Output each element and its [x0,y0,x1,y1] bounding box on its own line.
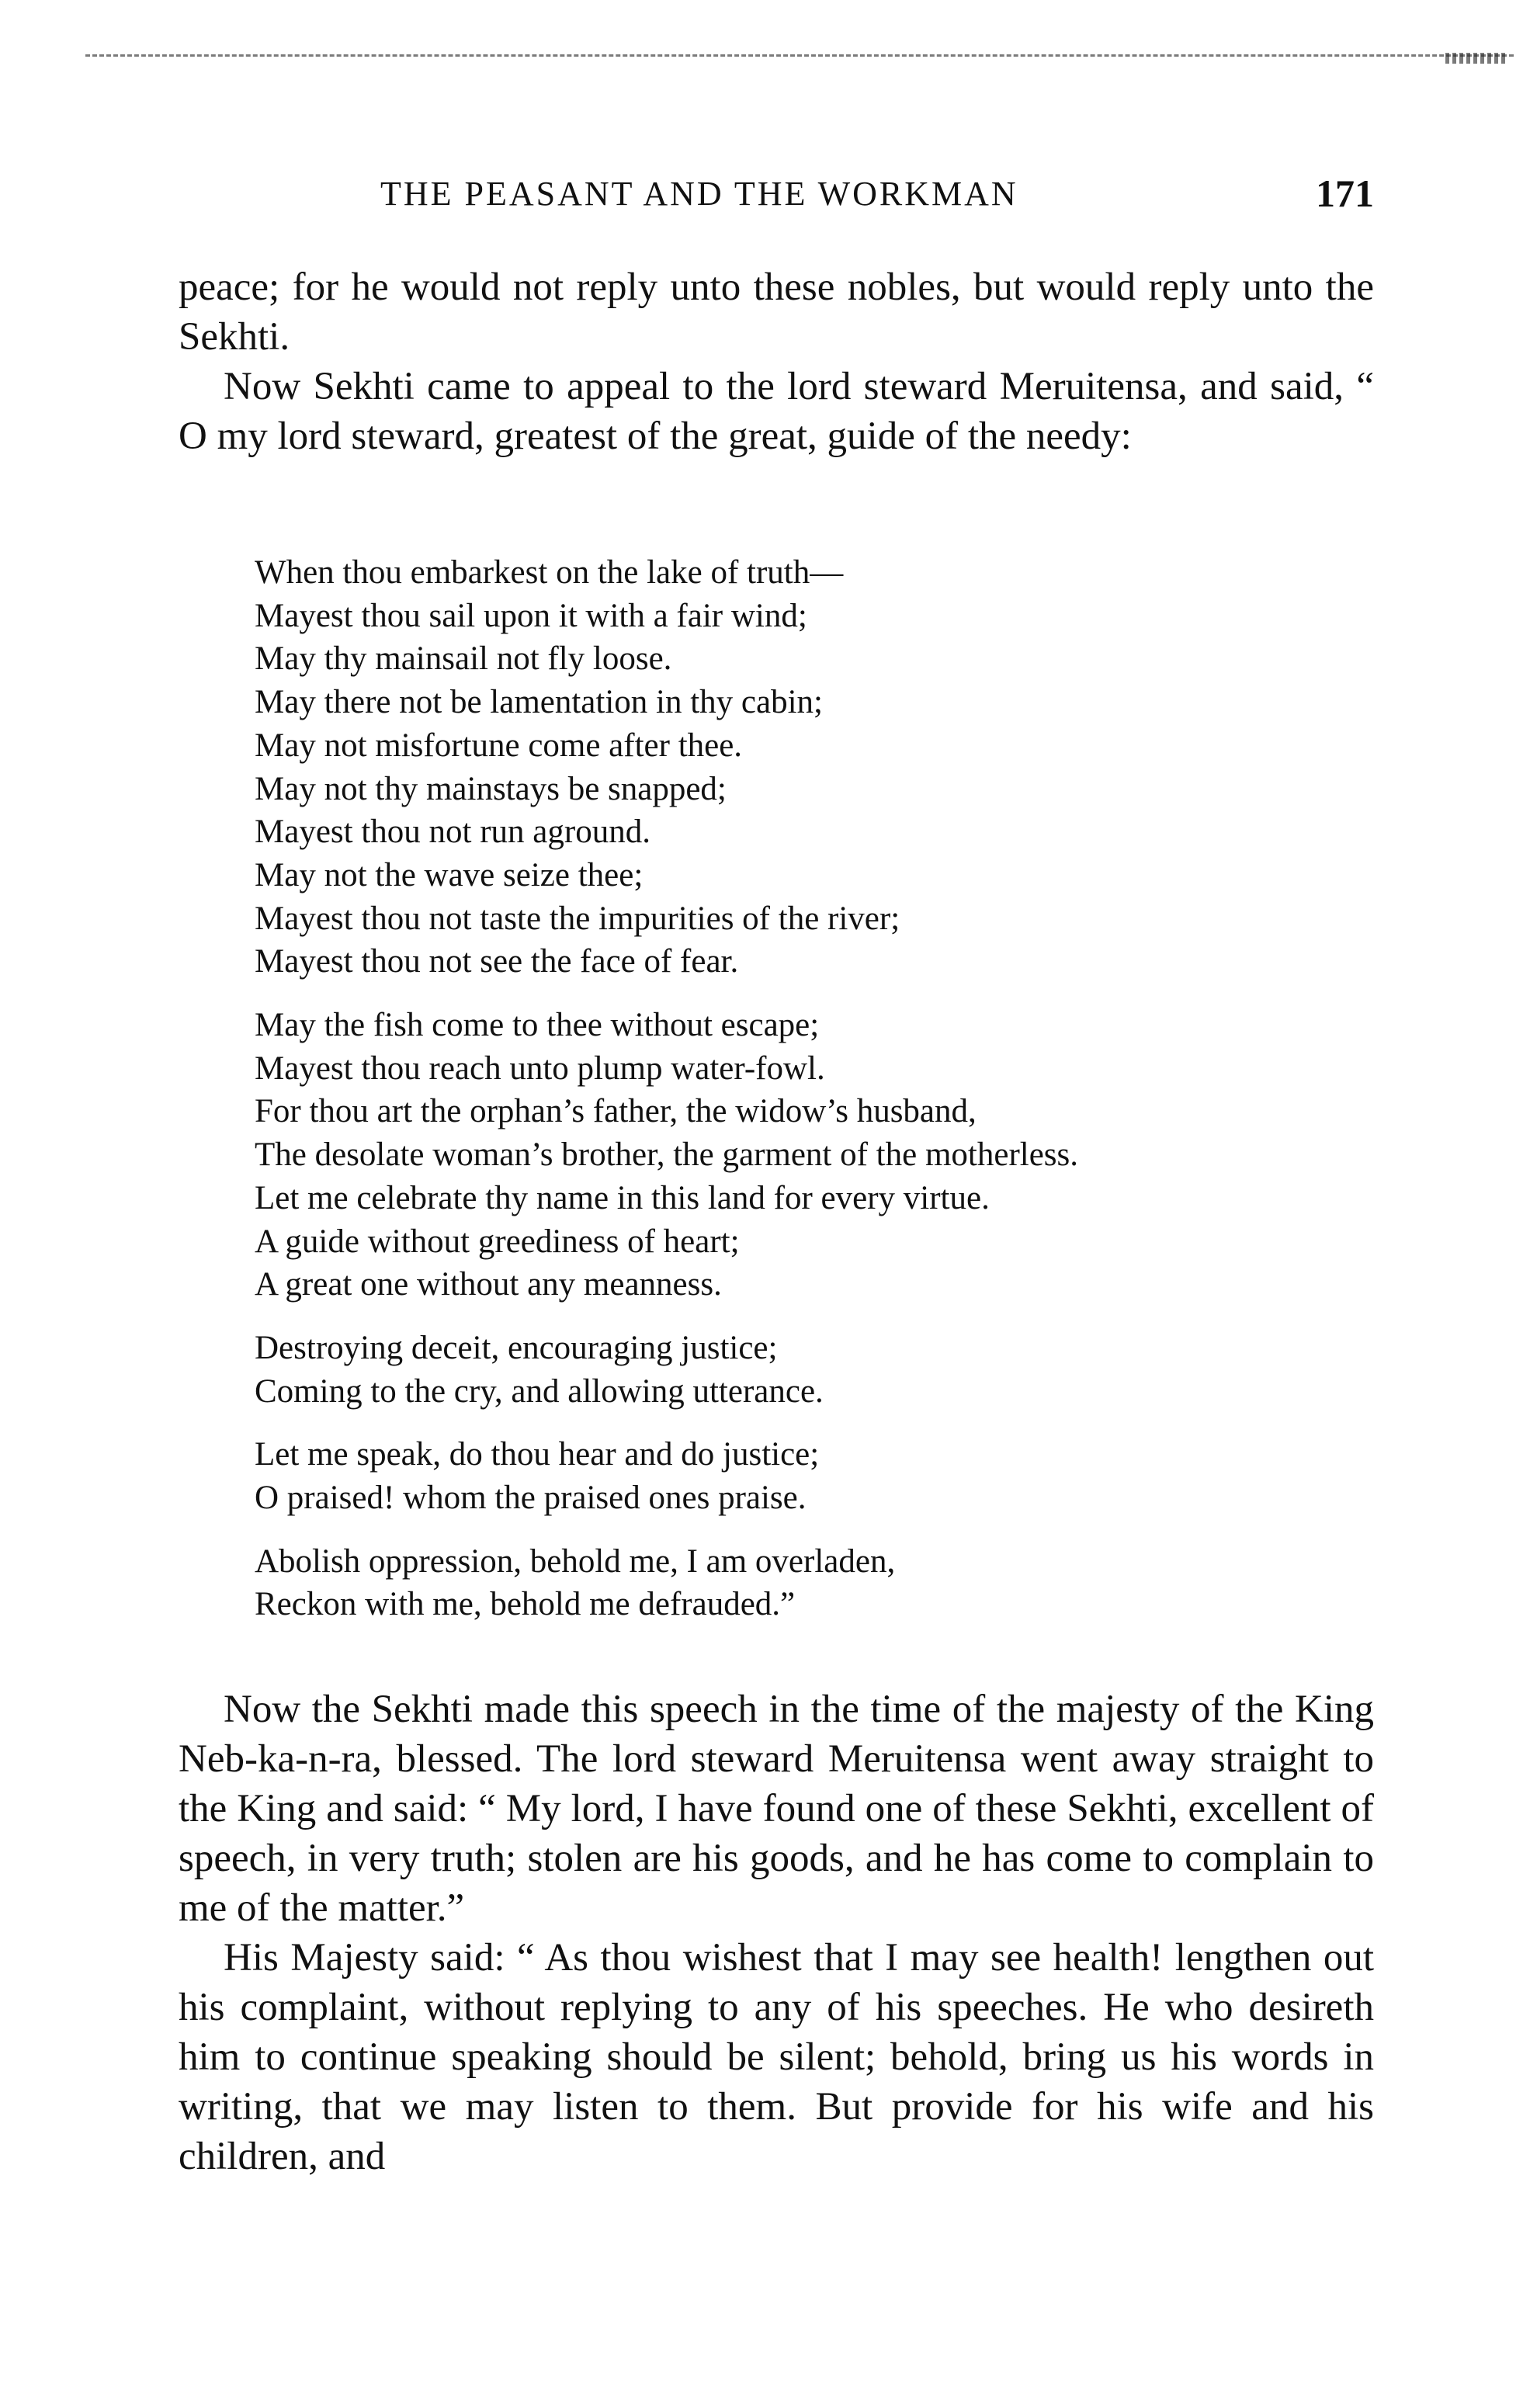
paragraph-his-majesty-said: His Majesty said: “ As thou wishest that I may see health! lengthen out his complaint, without replying to any of his speeches. He who desireth him to continue speaking should be silent; behold, bring us his words in writing, that we may listen to them. But provide for his wife and his children, and [179,1936,1374,2178]
poem-line: Mayest thou sail upon it with a fair wind; [255,597,807,634]
poem-line: Let me celebrate thy name in this land for every virtue. [255,1179,990,1216]
poem-line: When thou embarkest on the lake of truth— [255,554,844,591]
poem-line: Mayest thou reach unto plump water-fowl. [255,1050,825,1087]
poem-line: May thy mainsail not fly loose. [255,640,672,678]
poem-line: A great one without any meanness. [255,1266,722,1303]
paragraph-majesty: Now the Sekhti made this speech in the time of the majesty of the King Neb-ka-n-ra, blessed. The lord steward Meruitensa went away straight to the King and said: “ My lord, I have found one of these Sekhti, excellent of speech, in very truth; stolen are his goods, and he has come to complain to me of the matter.” [179,1688,1374,1930]
poem-line: May the fish come to thee without escape; [255,1007,820,1044]
poem-stanza [255,551,1341,984]
poem-stanza [255,1327,1341,1413]
poem-line: Destroying deceit, encouraging justice; [255,1329,778,1366]
paragraph-appeal: Now Sekhti came to appeal to the lord steward Meruitensa, and said, “ O my lord steward, greatest of the great, guide of the needy: [179,365,1374,458]
paragraph-continued: peace; for he would not reply unto these nobles, but would reply unto the Sekhti. [179,265,1374,359]
poem-stanza [255,1004,1341,1306]
running-title: THE PEASANT AND THE WORKMAN [380,175,1018,213]
poem-stanza [255,1540,1341,1626]
opening-text [179,262,1374,461]
poem-line: Abolish oppression, behold me, I am overladen, [255,1542,896,1580]
poem-line: Mayest thou not see the face of fear. [255,943,739,980]
scan-edge-rule [85,54,1514,57]
page-number: 171 [1316,172,1374,215]
poem [255,551,1341,1626]
poem-line: Mayest thou not run aground. [255,814,650,851]
poem-line: May not the wave seize thee; [255,856,644,893]
running-head [179,171,1374,217]
poem-line: Let me speak, do thou hear and do justice; [255,1436,820,1473]
poem-line: For thou art the orphan’s father, the widow’s husband, [255,1093,977,1130]
poem-line: A guide without greediness of heart; [255,1223,740,1260]
poem-line: May there not be lamentation in thy cabin; [255,684,823,721]
poem-line: Reckon with me, behold me defrauded.” [255,1586,796,1623]
poem-stanza [255,1433,1341,1519]
poem-line: May not misfortune come after thee. [255,727,743,764]
closing-text [179,1685,1374,2181]
poem-line: Coming to the cry, and allowing utterance. [255,1372,824,1410]
poem-line: May not thy mainstays be snapped; [255,770,727,807]
poem-line: Mayest thou not taste the impurities of the river; [255,900,900,937]
poem-line: The desolate woman’s brother, the garment of the motherless. [255,1136,1079,1174]
poem-line: O praised! whom the praised ones praise. [255,1480,807,1517]
scan-edge-specks [1445,53,1507,64]
